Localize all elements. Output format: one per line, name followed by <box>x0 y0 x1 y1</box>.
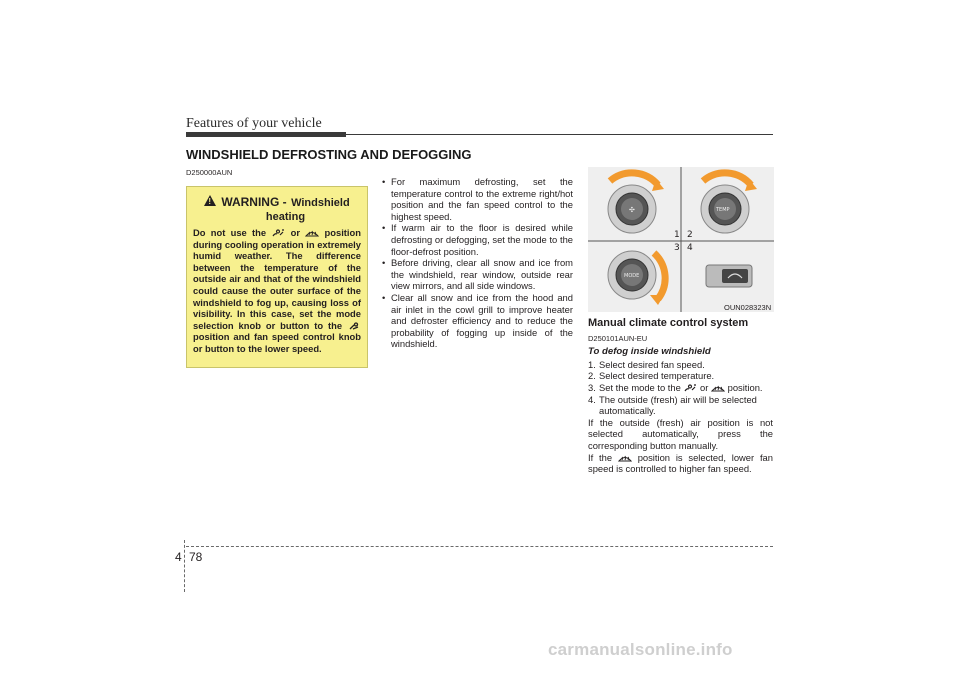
step-text <box>599 382 773 394</box>
floor-defrost-icon <box>683 383 697 392</box>
mode-knob-label: MODE <box>624 273 640 279</box>
figure-label-1: 1 <box>674 230 680 240</box>
step-number: 1. <box>588 358 596 370</box>
watermark: carmanualsonline.info <box>548 640 733 659</box>
manual-title: Manual climate control system <box>588 317 749 329</box>
para-2-text-1: If the <box>588 451 613 463</box>
manual-paragraph-2 <box>588 452 773 475</box>
figure-label-4: 4 <box>687 243 693 253</box>
defrost-icon <box>618 453 632 462</box>
manual-paragraph-1: If the outside (fresh) air position is not selected automatically, press the corresponding button manually. <box>588 416 773 451</box>
step-number: 2. <box>588 370 596 382</box>
svg-text:✣: ✣ <box>629 206 635 214</box>
step-2 <box>588 370 773 382</box>
step-number: 4. <box>588 393 596 405</box>
bullet-item: • If warm air to the floor is desired while defrosting or defogging, set the mode to the floor-defrost position. <box>382 222 573 257</box>
step-text: The outside (fresh) air will be selected automatically. <box>599 393 757 417</box>
temp-knob-label: TEMP <box>716 207 730 213</box>
floor-mode-icon <box>347 321 361 330</box>
manual-code: D250101AUN-EU <box>588 333 648 343</box>
bullet-item: • Clear all snow and ice from the hood and air inlet in the cowl grill to improve heater and defroster efficiency and to reduce the probability of fogging up inside of the windshield. <box>382 292 573 350</box>
figure-code: OUN028323N <box>724 303 772 312</box>
defrost-icon <box>711 383 725 392</box>
figure-label-2: 2 <box>687 230 693 240</box>
warning-text-4: position and fan speed control knob or button to the lower speed. <box>193 331 361 354</box>
floor-defrost-icon <box>271 228 285 237</box>
warning-topic: Windshield <box>291 197 350 209</box>
section-title: WINDSHIELD DEFROSTING AND DEFOGGING <box>186 147 472 162</box>
step-number: 3. <box>588 381 596 393</box>
footer-chapter: 4 <box>175 550 182 564</box>
bullet-column <box>382 176 573 350</box>
climate-control-illustration <box>588 167 774 312</box>
warning-text-1: Do not use the <box>193 227 267 238</box>
step-3-text-1: Set the mode to the <box>599 381 681 393</box>
section-code: D250000AUN <box>186 168 233 177</box>
header-title: Features of your vehicle <box>186 116 322 131</box>
header-rule <box>346 134 773 135</box>
defrost-icon <box>305 228 319 237</box>
warning-text-3: position during cooling operation in extremely humid weather. The difference between the temperature of the outside air and that of the windshield could cause the outer surface of the windshield to fog up, causing loss of visibility. In this case, set the mode selection knob or button to the <box>193 227 361 331</box>
step-1 <box>588 359 773 371</box>
bullet-item: • For maximum defrosting, set the temperature control to the extreme right/hot position and the fan speed control to the highest speed. <box>382 176 573 222</box>
warning-heading <box>193 193 361 223</box>
figure-label-3: 3 <box>674 243 680 253</box>
climate-control-figure <box>588 167 774 312</box>
step-3-text-3: position. <box>727 381 763 393</box>
warning-body <box>193 227 361 355</box>
manual-subhead: To defog inside windshield <box>588 346 711 358</box>
air-intake-button <box>706 265 752 287</box>
warning-label: WARNING - <box>221 195 287 209</box>
para-2-text-2: position is selected, lower fan speed is controlled to higher fan speed. <box>588 451 773 475</box>
footer-divider <box>184 540 185 592</box>
warning-text-2: or <box>290 227 300 238</box>
step-4 <box>588 394 773 417</box>
footer-rule <box>186 546 773 547</box>
footer-page: 78 <box>189 550 203 564</box>
warning-box <box>186 186 368 368</box>
step-text: Select desired temperature. <box>599 370 715 382</box>
warning-triangle-icon: ! <box>204 195 216 206</box>
warning-topic-2: heating <box>265 211 306 223</box>
step-3 <box>588 382 773 394</box>
header-bar <box>186 132 346 137</box>
manual-climate-section <box>588 318 773 475</box>
bullet-item: • Before driving, clear all snow and ice from the windshield, rear window, outside rear view mirrors, and all side windows. <box>382 257 573 292</box>
step-text: Select desired fan speed. <box>599 358 705 370</box>
step-3-text-2: or <box>700 381 709 393</box>
